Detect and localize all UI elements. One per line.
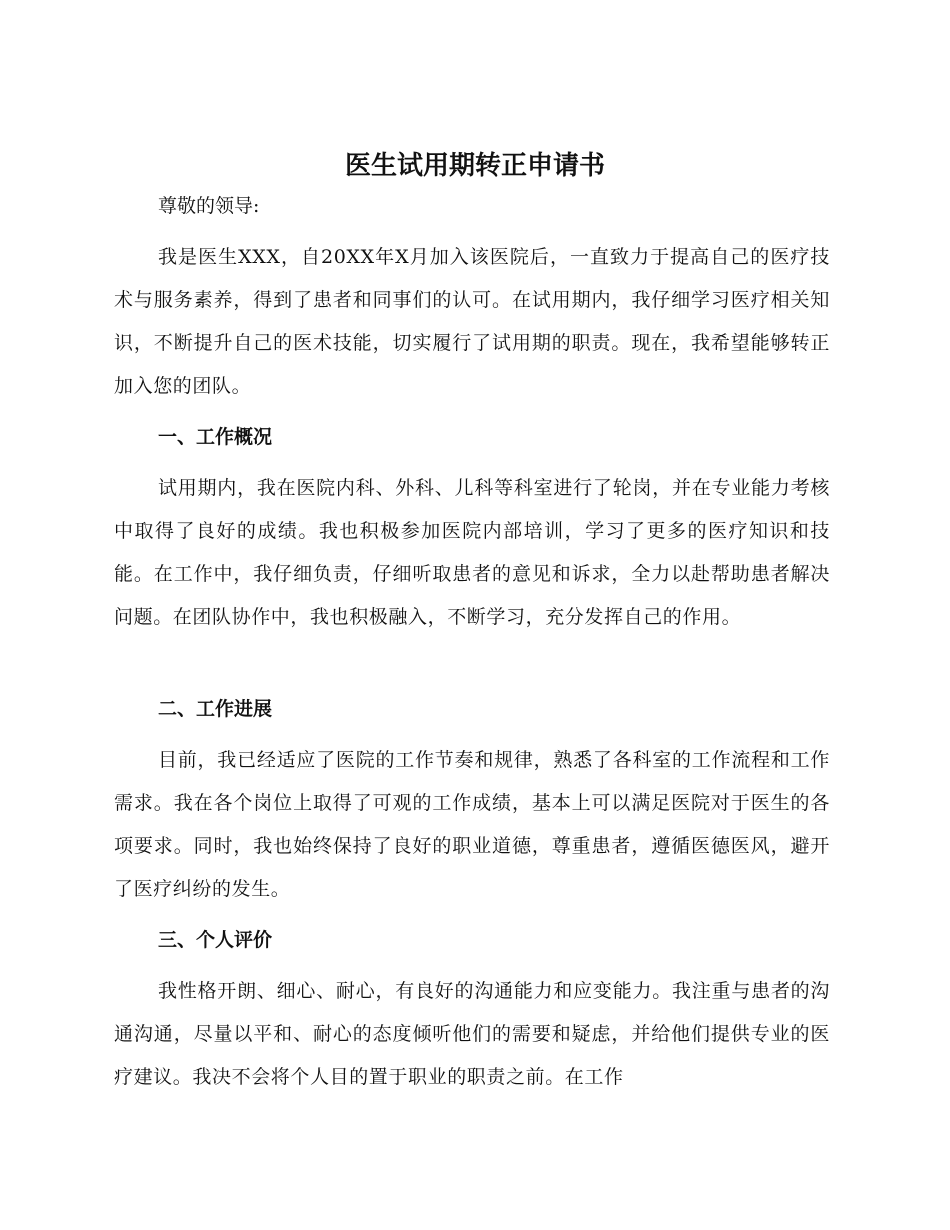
intro-paragraph: 我是医生XXX，自20XX年X月加入该医院后，一直致力于提高自己的医疗技术与服务素养，得到了患者和同事们的认可。在试用期内，我仔细学习医疗相关知识，不断提升自己的医术技能，切实履行了试用期的职责。现在，我希望能够转正加入您的团队。 bbox=[114, 246, 830, 397]
section-heading-work-overview: 一、工作概况 bbox=[158, 426, 273, 448]
section-body-self-evaluation: 我性格开朗、细心、耐心，有良好的沟通能力和应变能力。我注重与患者的沟通沟通，尽量以平和、耐心的态度倾听他们的需要和疑虑，并给他们提供专业的医疗建议。我决不会将个人目的置于职业的职责之前。在工作 bbox=[114, 980, 830, 1088]
section-body-work-progress: 目前，我已经适应了医院的工作节奏和规律，熟悉了各科室的工作流程和工作需求。我在各个岗位上取得了可观的工作成绩，基本上可以满足医院对于医生的各项要求。同时，我也始终保持了良好的职业道德，尊重患者，遵循医德医风，避开了医疗纠纷的发生。 bbox=[114, 749, 830, 900]
salutation: 尊敬的领导: bbox=[158, 195, 260, 217]
section-body-work-overview: 试用期内，我在医院内科、外科、儿科等科室进行了轮岗，并在专业能力考核中取得了良好的成绩。我也积极参加医院内部培训，学习了更多的医疗知识和技能。在工作中，我仔细负责，仔细听取患者的意见和诉求，全力以赴帮助患者解决问题。在团队协作中，我也积极融入，不断学习，充分发挥自己的作用。 bbox=[114, 477, 830, 628]
document-title: 医生试用期转正申请书 bbox=[344, 151, 605, 181]
section-heading-self-evaluation: 三、个人评价 bbox=[158, 929, 273, 951]
section-heading-work-progress: 二、工作进展 bbox=[158, 698, 273, 720]
